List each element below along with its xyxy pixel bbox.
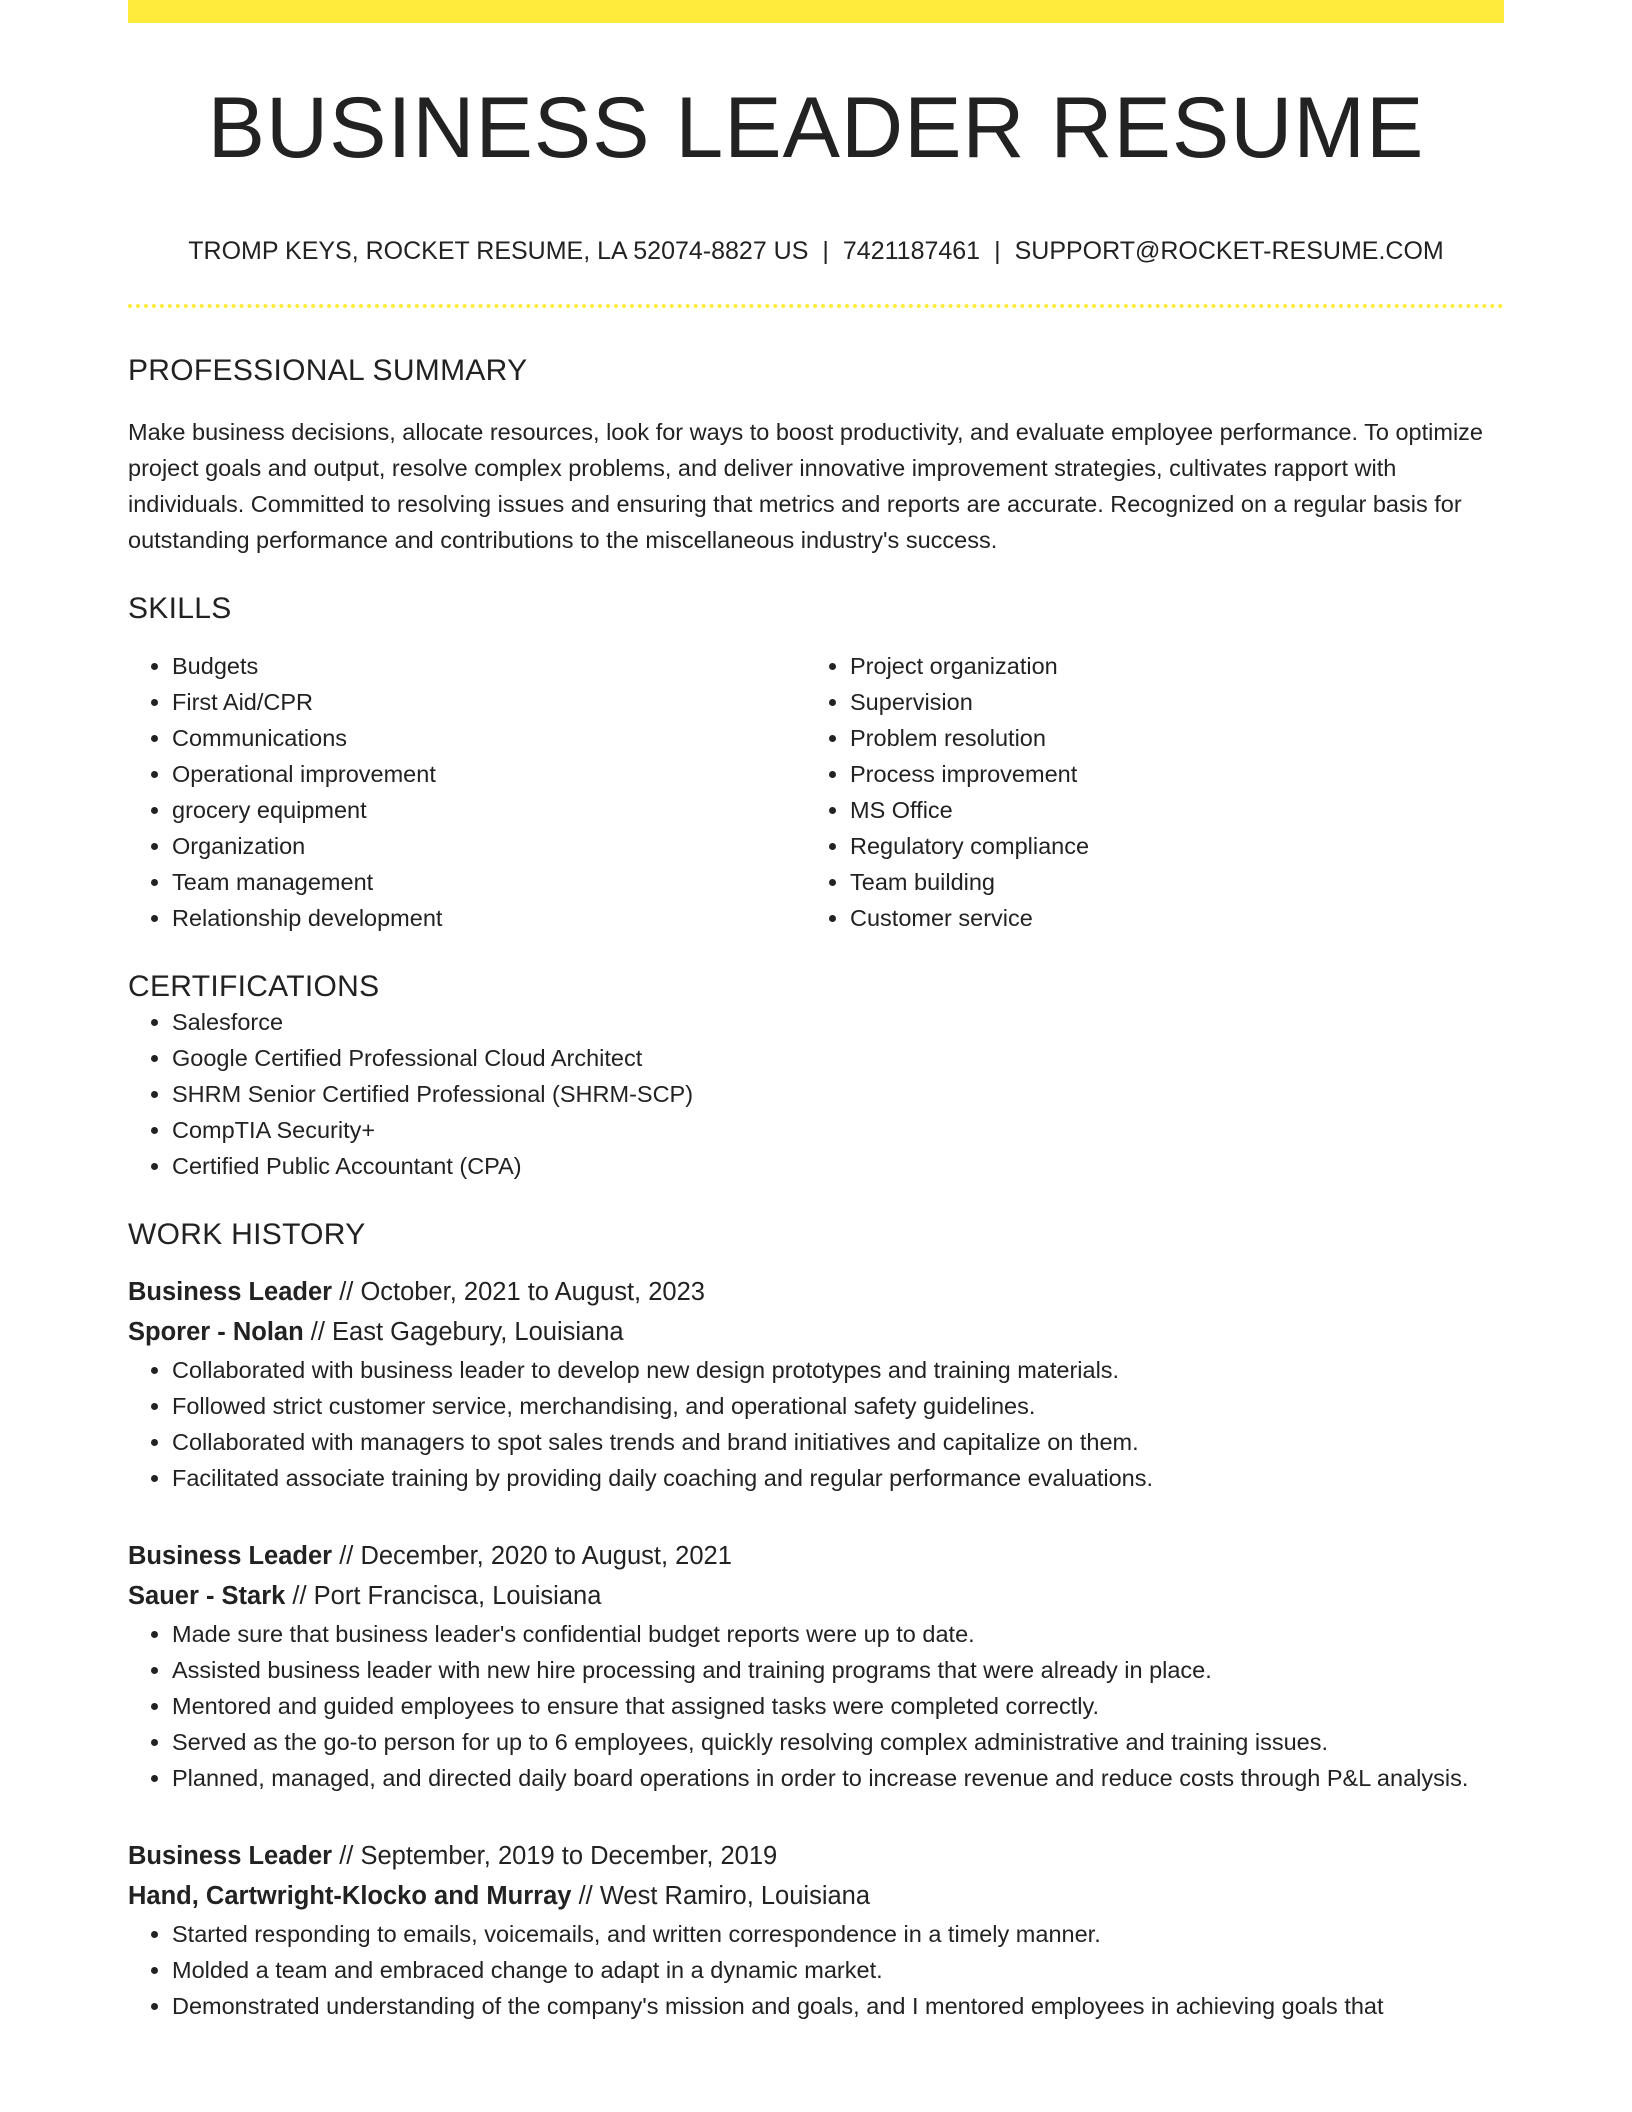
skill-item: • Communications <box>172 720 806 756</box>
skills-grid <box>128 648 1504 936</box>
dotted-divider <box>128 304 1504 308</box>
job-dates: // December, 2020 to August, 2021 <box>339 1542 732 1570</box>
job-role: Business Leader <box>128 1542 333 1570</box>
contact-separator: | <box>822 237 829 265</box>
summary-text: Make business decisions, allocate resources, look for ways to boost productivity, and evaluate employee performance. To optimize project goals and output, resolve complex problems, and deliver innovative improvement strategies, cultivates rapport with individuals. Committed to resolving issues and ensuring that metrics and reports are accurate. Recognized on a regular basis for outstanding performance and contributions to the miscellaneous industry's success. <box>128 419 1483 553</box>
certification-item: • Google Certified Professional Cloud Architect <box>172 1040 1504 1076</box>
skills-column-left <box>128 648 806 936</box>
job-company-line <box>128 1576 1504 1616</box>
job-bullet: • Molded a team and embraced change to adapt in a dynamic market. <box>172 1952 1504 1988</box>
job-bullet: • Assisted business leader with new hire processing and training programs that were already in place. <box>172 1652 1504 1688</box>
certification-item: • Salesforce <box>172 1004 1504 1040</box>
skill-item: • Customer service <box>850 900 1484 936</box>
job-bullet: • Collaborated with managers to spot sales trends and brand initiatives and capitalize on them. <box>172 1424 1504 1460</box>
skill-item: • Team management <box>172 864 806 900</box>
skills-heading: SKILLS <box>128 592 232 625</box>
contact-phone: 7421187461 <box>842 237 981 265</box>
job-bullet: • Served as the go-to person for up to 6 employees, quickly resolving complex administrative and training issues. <box>172 1724 1504 1760</box>
job-company-line <box>128 1876 1504 1916</box>
skill-item: • Operational improvement <box>172 756 806 792</box>
job-entry <box>128 1836 1504 2024</box>
contact-line <box>128 237 1504 266</box>
job-bullet: • Planned, managed, and directed daily board operations in order to increase revenue and reduce costs through P&L analysis. <box>172 1760 1504 1796</box>
job-entry <box>128 1536 1504 1796</box>
job-bullet: • Started responding to emails, voicemails, and written correspondence in a timely manner. <box>172 1916 1504 1952</box>
accent-bar <box>128 0 1504 23</box>
job-bullets <box>128 1616 1504 1796</box>
skill-item: • Relationship development <box>172 900 806 936</box>
job-bullets <box>128 1916 1504 2024</box>
skill-item: • Budgets <box>172 648 806 684</box>
skills-list-right <box>806 648 1484 936</box>
job-bullet: • Demonstrated understanding of the company's mission and goals, and I mentored employees in achieving goals that <box>172 1988 1504 2024</box>
job-role-line <box>128 1272 1504 1312</box>
job-role: Business Leader <box>128 1842 333 1870</box>
job-role-line <box>128 1836 1504 1876</box>
certifications-heading: CERTIFICATIONS <box>128 970 380 1003</box>
job-bullet: • Followed strict customer service, merchandising, and operational safety guidelines. <box>172 1388 1504 1424</box>
job-role-line <box>128 1536 1504 1576</box>
job-dates: // October, 2021 to August, 2023 <box>339 1278 705 1306</box>
job-location: // East Gagebury, Louisiana <box>310 1318 624 1346</box>
job-bullet: • Mentored and guided employees to ensure that assigned tasks were completed correctly. <box>172 1688 1504 1724</box>
summary-heading: PROFESSIONAL SUMMARY <box>128 354 528 387</box>
skills-column-right <box>806 648 1484 936</box>
job-location: // Port Francisca, Louisiana <box>292 1582 602 1610</box>
skill-item: • grocery equipment <box>172 792 806 828</box>
skill-item: • Process improvement <box>850 756 1484 792</box>
resume-page <box>128 0 1504 2024</box>
certification-item: • Certified Public Accountant (CPA) <box>172 1148 1504 1184</box>
contact-email: SUPPORT@ROCKET-RESUME.COM <box>1014 237 1444 265</box>
job-company: Sporer - Nolan <box>128 1318 304 1346</box>
job-role: Business Leader <box>128 1278 333 1306</box>
work-history-heading: WORK HISTORY <box>128 1218 366 1251</box>
skill-item: • Organization <box>172 828 806 864</box>
job-location: // West Ramiro, Louisiana <box>578 1882 871 1910</box>
job-company: Hand, Cartwright-Klocko and Murray <box>128 1882 572 1910</box>
skills-list-left <box>128 648 806 936</box>
job-bullet: • Made sure that business leader's confidential budget reports were up to date. <box>172 1616 1504 1652</box>
job-dates: // September, 2019 to December, 2019 <box>339 1842 778 1870</box>
job-bullets <box>128 1352 1504 1496</box>
job-company: Sauer - Stark <box>128 1582 286 1610</box>
skill-item: • MS Office <box>850 792 1484 828</box>
skill-item: • Regulatory compliance <box>850 828 1484 864</box>
certification-item: • CompTIA Security+ <box>172 1112 1504 1148</box>
job-bullet: • Collaborated with business leader to develop new design prototypes and training materials. <box>172 1352 1504 1388</box>
contact-separator: | <box>994 237 1001 265</box>
skill-item: • Project organization <box>850 648 1484 684</box>
certifications-list <box>128 1004 1504 1184</box>
job-bullet: • Facilitated associate training by providing daily coaching and regular performance evaluations. <box>172 1460 1504 1496</box>
skill-item: • First Aid/CPR <box>172 684 806 720</box>
skill-item: • Team building <box>850 864 1484 900</box>
certification-item: • SHRM Senior Certified Professional (SHRM-SCP) <box>172 1076 1504 1112</box>
job-entry <box>128 1272 1504 1496</box>
job-company-line <box>128 1312 1504 1352</box>
skill-item: • Supervision <box>850 684 1484 720</box>
contact-address: TROMP KEYS, ROCKET RESUME, LA 52074-8827 US <box>188 237 809 265</box>
skill-item: • Problem resolution <box>850 720 1484 756</box>
resume-title: BUSINESS LEADER RESUME <box>207 80 1425 176</box>
